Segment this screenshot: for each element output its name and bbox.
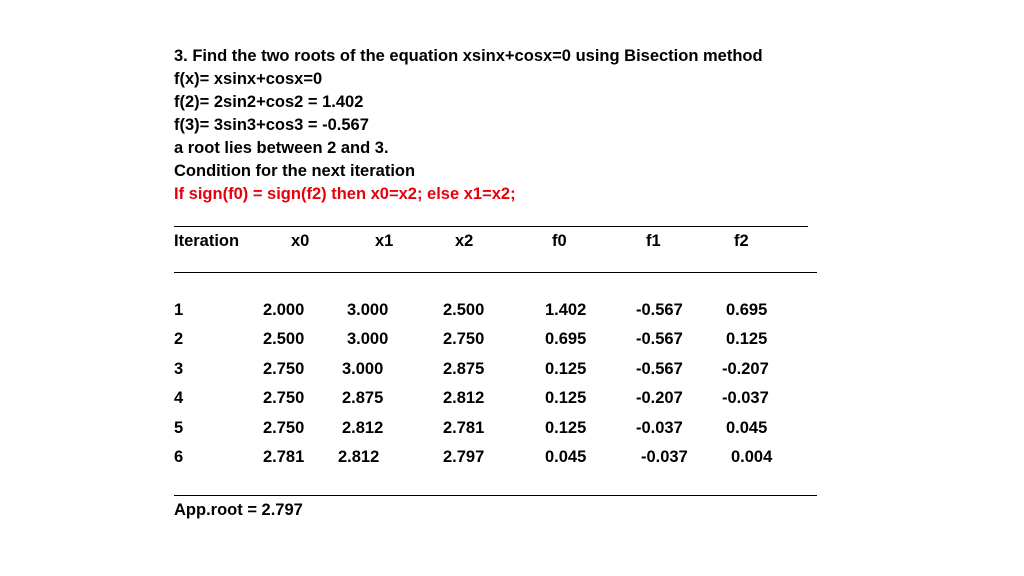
cell-f1: -0.567: [636, 360, 683, 378]
cell-f1: -0.207: [636, 389, 683, 407]
header-f1: f1: [646, 232, 661, 250]
cell-x1: 3.000: [347, 301, 389, 319]
cell-x2: 2.500: [443, 301, 485, 319]
cell-f2: 0.004: [731, 448, 773, 466]
cell-x0: 2.500: [263, 330, 305, 348]
cell-f0: 1.402: [545, 301, 587, 319]
cell-iteration: 3: [174, 360, 184, 378]
cell-x2: 2.875: [443, 360, 485, 378]
condition-heading: Condition for the next iteration: [174, 162, 416, 180]
header-f0: f0: [552, 232, 567, 250]
cell-x2: 2.781: [443, 419, 485, 437]
header-x2: x2: [455, 232, 474, 250]
cell-x1: 2.812: [342, 419, 384, 437]
cell-f2: 0.125: [726, 330, 768, 348]
cell-x1: 2.812: [338, 448, 380, 466]
f2-evaluation: f(2)= 2sin2+cos2 = 1.402: [174, 93, 364, 111]
header-x0: x0: [291, 232, 310, 250]
function-definition: f(x)= xsinx+cosx=0: [174, 70, 323, 88]
cell-iteration: 2: [174, 330, 184, 348]
cell-x0: 2.750: [263, 360, 305, 378]
cell-x0: 2.000: [263, 301, 305, 319]
header-f2: f2: [734, 232, 749, 250]
cell-f1: -0.567: [636, 330, 683, 348]
cell-f0: 0.045: [545, 448, 587, 466]
header-x1: x1: [375, 232, 394, 250]
cell-iteration: 4: [174, 389, 184, 407]
header-iteration: Iteration: [174, 232, 240, 250]
cell-x1: 3.000: [342, 360, 384, 378]
root-interval: a root lies between 2 and 3.: [174, 139, 389, 157]
problem-title: 3. Find the two roots of the equation xsinx+cosx=0 using Bisection method: [174, 47, 763, 65]
f3-evaluation: f(3)= 3sin3+cos3 = -0.567: [174, 116, 369, 134]
cell-f2: 0.695: [726, 301, 768, 319]
cell-iteration: 1: [174, 301, 184, 319]
cell-f0: 0.695: [545, 330, 587, 348]
cell-x1: 3.000: [347, 330, 389, 348]
cell-f2: -0.037: [722, 389, 769, 407]
cell-f1: -0.037: [641, 448, 688, 466]
cell-f0: 0.125: [545, 360, 587, 378]
cell-iteration: 6: [174, 448, 184, 466]
cell-f0: 0.125: [545, 389, 587, 407]
cell-f2: 0.045: [726, 419, 768, 437]
cell-x2: 2.797: [443, 448, 485, 466]
cell-f1: -0.567: [636, 301, 683, 319]
cell-x2: 2.812: [443, 389, 485, 407]
cell-f2: -0.207: [722, 360, 769, 378]
top-divider: [174, 226, 808, 227]
cell-iteration: 5: [174, 419, 184, 437]
iteration-rule: If sign(f0) = sign(f2) then x0=x2; else x1=x2;: [174, 185, 516, 203]
approximate-root: App.root = 2.797: [174, 501, 303, 519]
cell-x2: 2.750: [443, 330, 485, 348]
header-divider: [174, 272, 817, 273]
cell-x0: 2.781: [263, 448, 305, 466]
cell-f1: -0.037: [636, 419, 683, 437]
cell-x0: 2.750: [263, 389, 305, 407]
cell-x1: 2.875: [342, 389, 384, 407]
cell-x0: 2.750: [263, 419, 305, 437]
bottom-divider: [174, 495, 817, 496]
cell-f0: 0.125: [545, 419, 587, 437]
